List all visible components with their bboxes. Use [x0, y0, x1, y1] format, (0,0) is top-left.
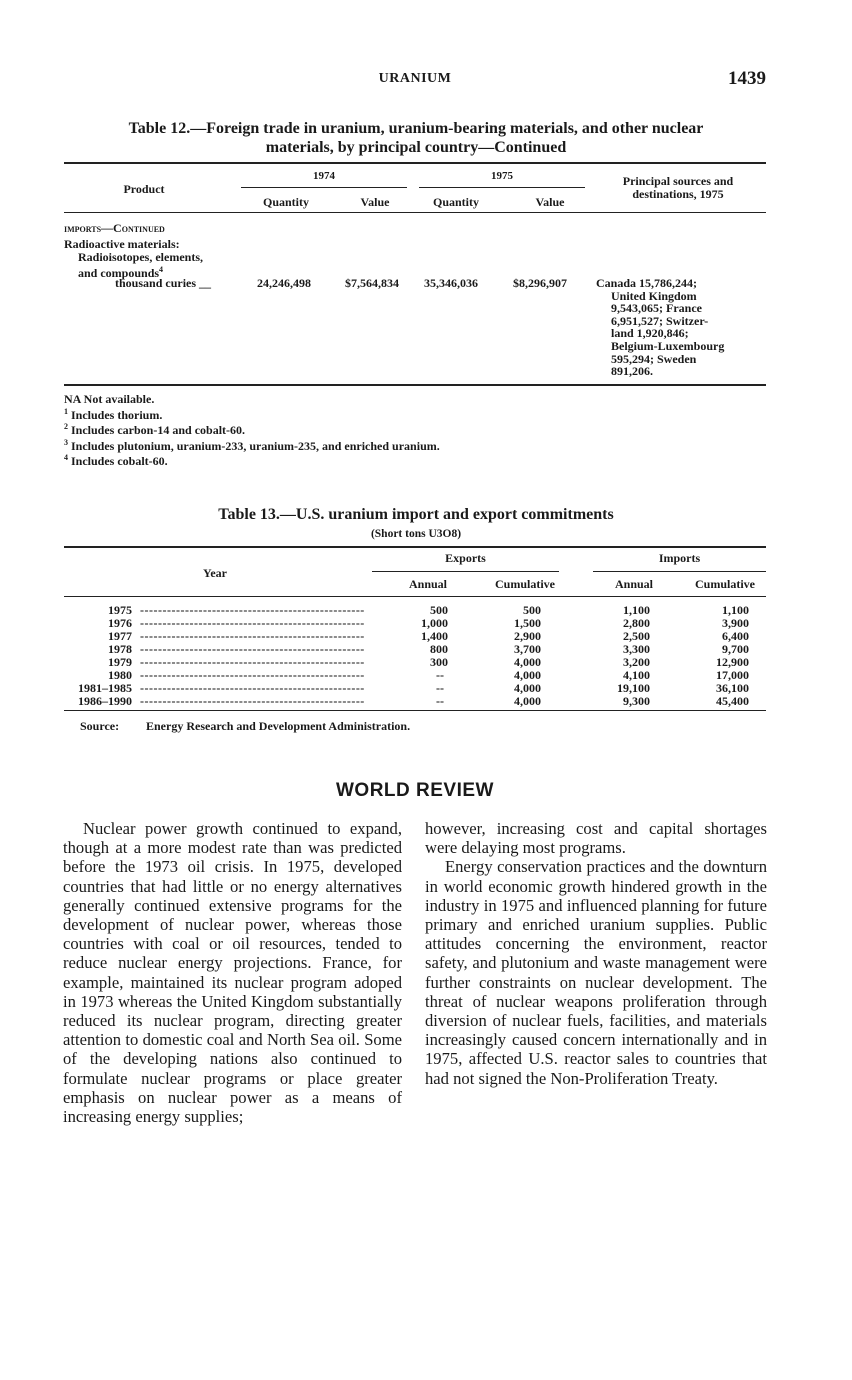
sources-line-5: land 1,920,846;: [611, 326, 689, 341]
leader-dots: --------------------------------------------------: [140, 655, 365, 669]
page-number: 1439: [728, 68, 766, 89]
cell-year: 1980: [108, 668, 132, 682]
col-header-sources-line2: destinations, 1975: [632, 187, 724, 201]
cell-imports-cumulative: 6,400: [722, 629, 749, 643]
col-header-quantity-1975: Quantity: [432, 195, 479, 209]
body-paragraph: Nuclear power growth continued to expand, though at a more modest rate than was predicted before the 1973 oil crisis. In 1975, developed countries that had little or no energy alternatives generally continued extensive programs for the development of nuclear power, whereas those countries with coal or oil resources, tended to reduce nuclear energy projections. France, for example, maintained its nuclear program adoped in 1973 whereas the United Kingdom substantially reduced its nuclear program, directing greater attention to domestic coal and North Sea oil. Some of the developing nations also continued to formulate nuclear programs or place greater emphasis on nuclear power as a means of increasing energy supplies;: [63, 819, 402, 1127]
cell-imports-annual: 2,800: [623, 616, 650, 630]
leader-dots: --------------------------------------------------: [140, 642, 365, 656]
cell-imports-annual: 1,100: [623, 603, 650, 617]
running-head: [64, 68, 766, 90]
cell-exports-annual: --: [436, 668, 444, 682]
table-row: [64, 616, 766, 629]
body-column-right: [425, 819, 767, 1088]
imports-header-rule: [593, 571, 766, 572]
section-heading: WORLD REVIEW: [336, 780, 494, 801]
product-line-2-text: and compounds: [78, 266, 160, 280]
category-label: Radioactive materials:: [64, 237, 180, 251]
col-header-quantity-1974: Quantity: [262, 195, 309, 209]
cell-exports-annual: 1,000: [421, 616, 448, 630]
cell-imports-annual: 19,100: [617, 681, 650, 695]
table-12-top-rule: [64, 162, 766, 164]
cell-quantity-1975: 35,346,036: [424, 276, 478, 290]
cell-imports-cumulative: 3,900: [722, 616, 749, 630]
cell-exports-cumulative: 4,000: [514, 655, 541, 669]
cell-exports-cumulative: 2,900: [514, 629, 541, 643]
footnote-3: [64, 437, 440, 453]
sources-line-4: 6,951,527; Switzer-: [611, 313, 709, 328]
col-header-sources: [590, 175, 766, 201]
cell-exports-annual: 500: [430, 603, 448, 617]
col-header-exports-cumulative: Cumulative: [495, 577, 555, 591]
cell-exports-cumulative: 3,700: [514, 642, 541, 656]
table-12-header-rule: [64, 212, 766, 213]
source-text: Energy Research and Development Administration.: [146, 719, 411, 733]
col-header-value-1974: Value: [360, 195, 390, 209]
table-12-caption-line1: Table 12.—Foreign trade in uranium, uranium-bearing materials, and other nuclear: [128, 120, 704, 137]
cell-year: 1986–1990: [78, 694, 132, 708]
product-footnote-mark: 4: [159, 265, 164, 274]
cell-exports-annual: 800: [430, 642, 448, 656]
cell-imports-annual: 9,300: [623, 694, 650, 708]
cell-imports-cumulative: 1,100: [722, 603, 749, 617]
source-label: Source:: [80, 719, 120, 733]
footnote-4-mark: 4: [64, 453, 68, 462]
table-row: [64, 681, 766, 694]
table-13-subcaption: (Short tons U3O8): [370, 528, 462, 540]
table-12-bottom-rule: [64, 384, 766, 386]
col-header-product: Product: [123, 182, 165, 196]
exports-header-rule: [372, 571, 559, 572]
footnote-4-text: Includes cobalt-60.: [68, 454, 168, 468]
body-column-left: [63, 819, 402, 1126]
table-13-bottom-rule: [64, 710, 766, 711]
running-title: URANIUM: [378, 71, 452, 86]
product-unit: thousand curies __: [115, 276, 212, 290]
cell-imports-annual: 3,300: [623, 642, 650, 656]
sources-line-7: 595,294; Sweden: [611, 351, 697, 366]
cell-value-1975: $8,296,907: [513, 276, 567, 290]
footnote-1-text: Includes thorium.: [68, 407, 163, 422]
leader-dots: --------------------------------------------------: [140, 629, 365, 643]
sources-cell: [596, 277, 724, 378]
cell-imports-annual: 2,500: [623, 629, 650, 643]
sources-line-3: 9,543,065; France: [611, 301, 702, 316]
table-12-caption: [66, 119, 766, 157]
cell-year: 1981–1985: [78, 681, 132, 695]
cell-year: 1976: [108, 616, 132, 630]
header-rule-1974: [241, 187, 407, 188]
table-row: [64, 629, 766, 642]
header-rule-1975: [419, 187, 585, 188]
table-13-caption: Table 13.—U.S. uranium import and export commitments: [218, 506, 614, 523]
cell-imports-cumulative: 45,400: [716, 694, 749, 708]
leader-dots: --------------------------------------------------: [140, 616, 365, 630]
cell-imports-annual: 3,200: [623, 655, 650, 669]
cell-exports-cumulative: 500: [523, 603, 541, 617]
body-paragraph: Energy conservation practices and the downturn in world economic growth hindered growth in the industry in 1975 and influenced planning for future primary and enriched uranium supplies. Public attitudes concerning the environment, reactor safety, and plutonium and waste management were further constraints on nuclear development. The threat of nuclear weapons proliferation through diversion of nuclear fuels, facilities, and materials increasingly caused concern internationally and in 1975, affected U.S. reactor sales to countries that had not signed the Non-Proliferation Treaty.: [425, 857, 767, 1088]
sources-line-6: Belgium-Luxembourg: [611, 338, 725, 353]
body-paragraph-continued: however, increasing cost and capital shortages were delaying most programs.: [425, 819, 767, 858]
table-12-caption-line2: materials, by principal country—Continued: [265, 139, 567, 156]
cell-exports-cumulative: 4,000: [514, 681, 541, 695]
footnote-na: [64, 393, 440, 406]
leader-dots: --------------------------------------------------: [140, 668, 365, 682]
footnote-1: [64, 406, 440, 422]
col-header-value-1975: Value: [535, 195, 565, 209]
table-row: [64, 655, 766, 668]
col-header-sources-line1: Principal sources and: [622, 174, 734, 188]
table-13-top-rule: [64, 546, 766, 548]
cell-year: 1978: [108, 642, 132, 656]
footnote-2-mark: 2: [64, 422, 68, 431]
col-header-exports: Exports: [445, 551, 486, 565]
col-header-1974: 1974: [313, 170, 335, 182]
footnote-2-text: Includes carbon-14 and cobalt-60.: [68, 423, 246, 437]
table-row: [64, 694, 766, 707]
sources-line-1: Canada 15,786,244;: [596, 276, 698, 290]
leader-dots: --------------------------------------------------: [140, 694, 365, 708]
cell-exports-annual: 300: [430, 655, 448, 669]
cell-imports-annual: 4,100: [623, 668, 650, 682]
cell-value-1974: $7,564,834: [345, 276, 399, 290]
footnote-na-text: NA Not available.: [64, 392, 155, 406]
col-header-year: Year: [203, 566, 227, 580]
cell-exports-cumulative: 1,500: [514, 616, 541, 630]
cell-year: 1975: [108, 603, 132, 617]
footnote-1-mark: 1: [64, 406, 68, 416]
table-row: [64, 603, 766, 616]
cell-imports-cumulative: 12,900: [716, 655, 749, 669]
sources-line-2: United Kingdom: [611, 288, 697, 303]
col-header-1975: 1975: [491, 170, 513, 182]
table-12-footnotes: [64, 393, 440, 468]
cell-exports-annual: 1,400: [421, 629, 448, 643]
cell-exports-annual: --: [436, 681, 444, 695]
footnote-4: [64, 452, 440, 468]
cell-exports-cumulative: 4,000: [514, 694, 541, 708]
cell-exports-cumulative: 4,000: [514, 668, 541, 682]
table-row: [64, 668, 766, 681]
cell-year: 1977: [108, 629, 132, 643]
table-row: [64, 642, 766, 655]
table-13-source: [80, 719, 410, 734]
cell-exports-annual: --: [436, 694, 444, 708]
cell-imports-cumulative: 17,000: [716, 668, 749, 682]
table-13-header-rule: [64, 596, 766, 597]
footnote-3-text: Includes plutonium, uranium-233, uranium-235, and enriched uranium.: [68, 438, 440, 453]
section-imports-label: imports—Continued: [64, 221, 165, 235]
col-header-exports-annual: Annual: [408, 577, 448, 591]
footnote-2: [64, 421, 440, 437]
sources-line-8: 891,206.: [611, 364, 653, 379]
col-header-imports-cumulative: Cumulative: [695, 577, 755, 591]
leader-dots: --------------------------------------------------: [140, 681, 365, 695]
footnote-3-mark: 3: [64, 437, 68, 447]
cell-imports-cumulative: 36,100: [716, 681, 749, 695]
product-line-1: Radioisotopes, elements,: [78, 250, 203, 264]
col-header-imports: Imports: [658, 551, 701, 565]
col-header-imports-annual: Annual: [614, 577, 654, 591]
cell-year: 1979: [108, 655, 132, 669]
cell-imports-cumulative: 9,700: [722, 642, 749, 656]
leader-dots: --------------------------------------------------: [140, 603, 365, 617]
cell-quantity-1974: 24,246,498: [257, 276, 311, 290]
